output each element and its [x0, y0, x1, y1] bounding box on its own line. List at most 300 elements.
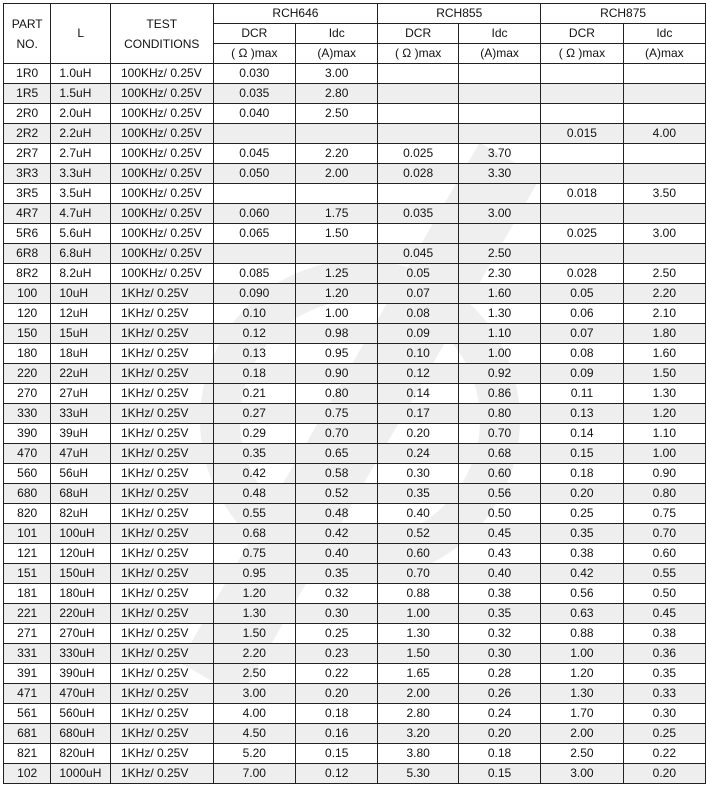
rch875-dcr-cell: 0.13 — [541, 404, 624, 424]
rch875-idc-cell: 0.90 — [623, 464, 705, 484]
dcr-unit: ( Ω )max — [541, 44, 624, 64]
part-no-label: PART NO. — [11, 16, 43, 51]
rch875-idc-cell: 0.70 — [623, 524, 705, 544]
rch855-dcr-cell: 0.14 — [378, 384, 459, 404]
test-condition-cell: 1KHz/ 0.25V — [110, 444, 213, 464]
rch875-idc-cell: 4.00 — [623, 124, 705, 144]
rch646-dcr-cell: 0.13 — [213, 344, 296, 364]
rch646-dcr-cell: 0.090 — [213, 284, 296, 304]
rch875-idc-cell: 0.80 — [623, 484, 705, 504]
rch875-dcr-cell: 0.028 — [541, 264, 624, 284]
rch855-dcr-cell: 0.52 — [378, 524, 459, 544]
rch875-dcr-cell — [541, 64, 624, 84]
part-no-cell: 2R2 — [4, 124, 51, 144]
rch875-dcr-cell: 0.42 — [541, 564, 624, 584]
rch875-idc-cell: 0.35 — [623, 664, 705, 684]
rch855-dcr-cell: 0.30 — [378, 464, 459, 484]
rch875-dcr-cell: 0.20 — [541, 484, 624, 504]
rch646-idc-cell: 0.95 — [296, 344, 378, 364]
inductance-cell: 47uH — [51, 444, 111, 464]
rch855-dcr-cell: 0.035 — [378, 204, 459, 224]
rch646-dcr-cell: 0.42 — [213, 464, 296, 484]
table-row — [4, 144, 706, 164]
rch875-idc-cell: 0.36 — [623, 644, 705, 664]
part-no-cell: 330 — [4, 404, 51, 424]
table-row — [4, 64, 706, 84]
rch875-dcr-cell: 2.00 — [541, 724, 624, 744]
rch875-idc-cell — [623, 104, 705, 124]
inductance-cell: 1.5uH — [51, 84, 111, 104]
test-condition-cell: 1KHz/ 0.25V — [110, 544, 213, 564]
part-no-cell: 331 — [4, 644, 51, 664]
inductance-header: L — [51, 4, 111, 64]
rch646-idc-cell: 0.16 — [296, 724, 378, 744]
test-condition-cell: 1KHz/ 0.25V — [110, 524, 213, 544]
inductance-cell: 18uH — [51, 344, 111, 364]
table-row — [4, 284, 706, 304]
rch855-idc-cell: 3.00 — [458, 204, 540, 224]
idc-header: Idc — [458, 24, 540, 44]
rch855-idc-cell: 1.60 — [458, 284, 540, 304]
rch855-dcr-cell: 0.12 — [378, 364, 459, 384]
test-condition-cell: 1KHz/ 0.25V — [110, 404, 213, 424]
part-no-cell: 681 — [4, 724, 51, 744]
inductance-cell: 27uH — [51, 384, 111, 404]
table-row — [4, 264, 706, 284]
rch855-dcr-cell: 3.20 — [378, 724, 459, 744]
rch646-dcr-cell: 0.085 — [213, 264, 296, 284]
rch875-dcr-cell: 0.18 — [541, 464, 624, 484]
rch646-idc-cell: 0.52 — [296, 484, 378, 504]
rch646-dcr-cell — [213, 244, 296, 264]
inductance-cell: 8.2uH — [51, 264, 111, 284]
rch875-dcr-cell: 0.38 — [541, 544, 624, 564]
part-no-header — [4, 4, 51, 64]
rch875-dcr-cell: 0.88 — [541, 624, 624, 644]
part-no-cell: 150 — [4, 324, 51, 344]
test-condition-cell: 1KHz/ 0.25V — [110, 284, 213, 304]
rch875-idc-cell — [623, 244, 705, 264]
rch855-dcr-cell: 3.80 — [378, 744, 459, 764]
rch646-idc-cell: 0.30 — [296, 604, 378, 624]
series-rch646-header: RCH646 — [213, 4, 378, 24]
table-row — [4, 664, 706, 684]
rch646-dcr-cell: 0.95 — [213, 564, 296, 584]
test-condition-cell: 1KHz/ 0.25V — [110, 684, 213, 704]
rch855-idc-cell: 0.70 — [458, 424, 540, 444]
rch646-idc-cell: 0.12 — [296, 764, 378, 784]
rch875-dcr-cell: 0.25 — [541, 504, 624, 524]
rch855-dcr-cell: 1.00 — [378, 604, 459, 624]
part-no-cell: 180 — [4, 344, 51, 364]
inductance-cell: 100uH — [51, 524, 111, 544]
table-row — [4, 464, 706, 484]
inductance-cell: 1000uH — [51, 764, 111, 784]
rch855-dcr-cell: 0.08 — [378, 304, 459, 324]
rch855-idc-cell: 1.30 — [458, 304, 540, 324]
test-condition-cell: 100KHz/ 0.25V — [110, 84, 213, 104]
rch855-dcr-cell: 0.60 — [378, 544, 459, 564]
inductance-cell: 180uH — [51, 584, 111, 604]
table-row — [4, 204, 706, 224]
part-no-cell: 4R7 — [4, 204, 51, 224]
rch855-dcr-cell — [378, 84, 459, 104]
table-row — [4, 104, 706, 124]
test-condition-cell: 1KHz/ 0.25V — [110, 664, 213, 684]
test-conditions-label: TEST CONDITIONS — [124, 16, 200, 51]
part-no-cell: 2R0 — [4, 104, 51, 124]
rch646-dcr-cell: 0.35 — [213, 444, 296, 464]
inductance-cell: 270uH — [51, 624, 111, 644]
test-condition-cell: 100KHz/ 0.25V — [110, 224, 213, 244]
rch855-idc-cell — [458, 64, 540, 84]
rch855-idc-cell: 0.24 — [458, 704, 540, 724]
rch875-idc-cell: 1.60 — [623, 344, 705, 364]
inductance-cell: 2.2uH — [51, 124, 111, 144]
rch855-dcr-cell: 2.00 — [378, 684, 459, 704]
test-conditions-header — [110, 4, 213, 64]
test-condition-cell: 1KHz/ 0.25V — [110, 464, 213, 484]
table-row — [4, 384, 706, 404]
table-row — [4, 324, 706, 344]
rch875-dcr-cell: 0.09 — [541, 364, 624, 384]
rch646-dcr-cell — [213, 184, 296, 204]
inductance-cell: 680uH — [51, 724, 111, 744]
table-row — [4, 484, 706, 504]
rch875-idc-cell: 1.30 — [623, 384, 705, 404]
rch646-dcr-cell: 0.12 — [213, 324, 296, 344]
rch875-dcr-cell — [541, 164, 624, 184]
rch875-dcr-cell: 0.08 — [541, 344, 624, 364]
inductance-cell: 820uH — [51, 744, 111, 764]
test-condition-cell: 1KHz/ 0.25V — [110, 344, 213, 364]
rch855-idc-cell: 0.40 — [458, 564, 540, 584]
rch646-idc-cell — [296, 244, 378, 264]
part-no-cell: 6R8 — [4, 244, 51, 264]
table-row — [4, 424, 706, 444]
part-no-cell: 121 — [4, 544, 51, 564]
part-no-cell: 181 — [4, 584, 51, 604]
test-condition-cell: 1KHz/ 0.25V — [110, 604, 213, 624]
test-condition-cell: 1KHz/ 0.25V — [110, 484, 213, 504]
table-row — [4, 704, 706, 724]
table-row — [4, 84, 706, 104]
part-no-cell: 271 — [4, 624, 51, 644]
rch855-dcr-cell: 1.50 — [378, 644, 459, 664]
rch646-idc-cell: 0.75 — [296, 404, 378, 424]
rch646-dcr-cell: 0.68 — [213, 524, 296, 544]
table-row — [4, 164, 706, 184]
rch855-dcr-cell — [378, 224, 459, 244]
rch875-idc-cell: 1.50 — [623, 364, 705, 384]
rch855-idc-cell: 2.30 — [458, 264, 540, 284]
inductance-cell: 4.7uH — [51, 204, 111, 224]
table-row — [4, 404, 706, 424]
test-condition-cell: 1KHz/ 0.25V — [110, 584, 213, 604]
rch875-dcr-cell: 0.05 — [541, 284, 624, 304]
rch855-idc-cell — [458, 184, 540, 204]
part-no-cell: 151 — [4, 564, 51, 584]
rch855-dcr-cell: 0.88 — [378, 584, 459, 604]
rch855-idc-cell: 1.00 — [458, 344, 540, 364]
inductance-cell: 6.8uH — [51, 244, 111, 264]
part-no-cell: 221 — [4, 604, 51, 624]
table-row — [4, 604, 706, 624]
rch875-dcr-cell — [541, 84, 624, 104]
test-condition-cell: 1KHz/ 0.25V — [110, 384, 213, 404]
rch875-idc-cell: 1.10 — [623, 424, 705, 444]
rch875-dcr-cell: 3.00 — [541, 764, 624, 784]
table-row — [4, 584, 706, 604]
inductance-cell: 56uH — [51, 464, 111, 484]
rch646-idc-cell: 0.48 — [296, 504, 378, 524]
table-row — [4, 544, 706, 564]
rch875-idc-cell: 0.75 — [623, 504, 705, 524]
rch875-dcr-cell: 0.07 — [541, 324, 624, 344]
rch855-dcr-cell: 0.05 — [378, 264, 459, 284]
rch875-idc-cell — [623, 164, 705, 184]
test-condition-cell: 100KHz/ 0.25V — [110, 64, 213, 84]
inductance-cell: 5.6uH — [51, 224, 111, 244]
rch646-idc-cell: 0.15 — [296, 744, 378, 764]
rch855-idc-cell: 0.68 — [458, 444, 540, 464]
test-condition-cell: 100KHz/ 0.25V — [110, 204, 213, 224]
table-row — [4, 724, 706, 744]
rch855-idc-cell — [458, 104, 540, 124]
rch875-idc-cell: 2.20 — [623, 284, 705, 304]
rch855-idc-cell: 0.86 — [458, 384, 540, 404]
rch875-idc-cell: 0.50 — [623, 584, 705, 604]
inductance-cell: 2.7uH — [51, 144, 111, 164]
rch875-idc-cell: 3.50 — [623, 184, 705, 204]
rch646-dcr-cell: 0.035 — [213, 84, 296, 104]
test-condition-cell: 1KHz/ 0.25V — [110, 504, 213, 524]
rch875-dcr-cell: 0.11 — [541, 384, 624, 404]
rch855-dcr-cell — [378, 64, 459, 84]
rch646-idc-cell: 0.22 — [296, 664, 378, 684]
inductance-cell: 3.5uH — [51, 184, 111, 204]
rch646-idc-cell: 0.40 — [296, 544, 378, 564]
part-no-cell: 560 — [4, 464, 51, 484]
part-no-cell: 470 — [4, 444, 51, 464]
inductance-cell: 150uH — [51, 564, 111, 584]
inductance-cell: 120uH — [51, 544, 111, 564]
test-condition-cell: 1KHz/ 0.25V — [110, 744, 213, 764]
rch646-dcr-cell: 2.20 — [213, 644, 296, 664]
rch646-dcr-cell: 3.00 — [213, 684, 296, 704]
rch646-idc-cell: 2.50 — [296, 104, 378, 124]
part-no-cell: 3R5 — [4, 184, 51, 204]
rch875-dcr-cell: 2.50 — [541, 744, 624, 764]
rch875-dcr-cell: 0.63 — [541, 604, 624, 624]
inductance-cell: 3.3uH — [51, 164, 111, 184]
rch646-idc-cell: 0.58 — [296, 464, 378, 484]
part-no-cell: 100 — [4, 284, 51, 304]
table-row — [4, 344, 706, 364]
rch875-idc-cell — [623, 204, 705, 224]
rch855-idc-cell: 3.70 — [458, 144, 540, 164]
rch646-dcr-cell: 0.045 — [213, 144, 296, 164]
rch855-idc-cell — [458, 224, 540, 244]
rch646-dcr-cell: 0.75 — [213, 544, 296, 564]
rch646-dcr-cell: 1.30 — [213, 604, 296, 624]
inductance-cell: 2.0uH — [51, 104, 111, 124]
rch646-idc-cell: 0.18 — [296, 704, 378, 724]
rch855-idc-cell: 0.30 — [458, 644, 540, 664]
rch646-idc-cell: 2.80 — [296, 84, 378, 104]
series-rch875-header: RCH875 — [541, 4, 706, 24]
part-no-cell: 120 — [4, 304, 51, 324]
rch855-dcr-cell — [378, 104, 459, 124]
rch855-idc-cell: 0.26 — [458, 684, 540, 704]
rch875-dcr-cell: 1.00 — [541, 644, 624, 664]
rch646-idc-cell: 0.35 — [296, 564, 378, 584]
rch875-idc-cell: 2.10 — [623, 304, 705, 324]
rch855-dcr-cell: 0.045 — [378, 244, 459, 264]
rch855-dcr-cell: 1.65 — [378, 664, 459, 684]
rch646-idc-cell: 1.25 — [296, 264, 378, 284]
rch855-dcr-cell: 0.20 — [378, 424, 459, 444]
rch646-dcr-cell: 4.50 — [213, 724, 296, 744]
part-no-cell: 820 — [4, 504, 51, 524]
test-condition-cell: 1KHz/ 0.25V — [110, 724, 213, 744]
rch646-dcr-cell: 0.48 — [213, 484, 296, 504]
inductance-cell: 33uH — [51, 404, 111, 424]
test-condition-cell: 1KHz/ 0.25V — [110, 364, 213, 384]
rch875-idc-cell: 1.20 — [623, 404, 705, 424]
test-condition-cell: 100KHz/ 0.25V — [110, 124, 213, 144]
rch855-idc-cell: 2.50 — [458, 244, 540, 264]
dcr-header: DCR — [213, 24, 296, 44]
rch646-idc-cell: 0.65 — [296, 444, 378, 464]
part-no-cell: 821 — [4, 744, 51, 764]
idc-unit: (A)max — [458, 44, 540, 64]
rch875-idc-cell: 1.80 — [623, 324, 705, 344]
test-condition-cell: 100KHz/ 0.25V — [110, 264, 213, 284]
rch875-idc-cell: 0.38 — [623, 624, 705, 644]
rch855-idc-cell: 3.30 — [458, 164, 540, 184]
rch875-dcr-cell: 0.015 — [541, 124, 624, 144]
rch646-dcr-cell: 0.050 — [213, 164, 296, 184]
rch646-idc-cell: 2.00 — [296, 164, 378, 184]
test-condition-cell: 1KHz/ 0.25V — [110, 764, 213, 784]
table-row — [4, 524, 706, 544]
rch855-idc-cell — [458, 124, 540, 144]
rch875-dcr-cell — [541, 144, 624, 164]
rch855-dcr-cell: 0.70 — [378, 564, 459, 584]
rch855-dcr-cell: 0.025 — [378, 144, 459, 164]
rch875-idc-cell: 0.60 — [623, 544, 705, 564]
rch855-idc-cell: 0.80 — [458, 404, 540, 424]
rch875-idc-cell: 0.55 — [623, 564, 705, 584]
rch875-idc-cell: 0.45 — [623, 604, 705, 624]
table-row — [4, 644, 706, 664]
dcr-header: DCR — [378, 24, 459, 44]
rch646-idc-cell: 0.90 — [296, 364, 378, 384]
rch855-idc-cell: 0.50 — [458, 504, 540, 524]
rch646-dcr-cell: 2.50 — [213, 664, 296, 684]
idc-unit: (A)max — [623, 44, 705, 64]
part-no-cell: 102 — [4, 764, 51, 784]
rch875-idc-cell: 0.22 — [623, 744, 705, 764]
rch646-dcr-cell: 0.21 — [213, 384, 296, 404]
inductance-cell: 1.0uH — [51, 64, 111, 84]
rch855-dcr-cell — [378, 184, 459, 204]
inductance-cell: 470uH — [51, 684, 111, 704]
table-row — [4, 244, 706, 264]
test-condition-cell: 1KHz/ 0.25V — [110, 704, 213, 724]
part-no-cell: 270 — [4, 384, 51, 404]
idc-header: Idc — [623, 24, 705, 44]
rch855-dcr-cell: 0.17 — [378, 404, 459, 424]
rch646-dcr-cell: 0.030 — [213, 64, 296, 84]
inductance-cell: 220uH — [51, 604, 111, 624]
dcr-header: DCR — [541, 24, 624, 44]
test-condition-cell: 1KHz/ 0.25V — [110, 564, 213, 584]
rch646-idc-cell: 2.20 — [296, 144, 378, 164]
part-no-cell: 390 — [4, 424, 51, 444]
table-body — [4, 64, 706, 784]
rch875-idc-cell — [623, 84, 705, 104]
dcr-unit: ( Ω )max — [213, 44, 296, 64]
rch646-idc-cell: 3.00 — [296, 64, 378, 84]
rch646-dcr-cell: 7.00 — [213, 764, 296, 784]
rch646-dcr-cell: 5.20 — [213, 744, 296, 764]
rch646-idc-cell: 1.00 — [296, 304, 378, 324]
rch855-dcr-cell: 5.30 — [378, 764, 459, 784]
rch646-dcr-cell: 0.10 — [213, 304, 296, 324]
table-row — [4, 764, 706, 784]
table-row — [4, 564, 706, 584]
rch875-idc-cell: 0.25 — [623, 724, 705, 744]
part-no-cell: 1R5 — [4, 84, 51, 104]
inductance-cell: 68uH — [51, 484, 111, 504]
rch855-dcr-cell: 0.40 — [378, 504, 459, 524]
inductance-cell: 560uH — [51, 704, 111, 724]
rch855-dcr-cell: 2.80 — [378, 704, 459, 724]
rch646-idc-cell: 0.20 — [296, 684, 378, 704]
rch875-dcr-cell: 0.025 — [541, 224, 624, 244]
part-no-cell: 101 — [4, 524, 51, 544]
rch855-idc-cell: 0.56 — [458, 484, 540, 504]
rch855-idc-cell — [458, 84, 540, 104]
inductance-cell: 390uH — [51, 664, 111, 684]
part-no-cell: 391 — [4, 664, 51, 684]
rch855-idc-cell: 0.92 — [458, 364, 540, 384]
rch646-dcr-cell: 0.060 — [213, 204, 296, 224]
table-row — [4, 504, 706, 524]
table-row — [4, 124, 706, 144]
inductance-cell: 10uH — [51, 284, 111, 304]
rch875-idc-cell: 3.00 — [623, 224, 705, 244]
test-condition-cell: 100KHz/ 0.25V — [110, 104, 213, 124]
rch646-idc-cell — [296, 184, 378, 204]
rch646-dcr-cell: 0.55 — [213, 504, 296, 524]
part-no-cell: 561 — [4, 704, 51, 724]
rch646-idc-cell: 1.50 — [296, 224, 378, 244]
rch855-idc-cell: 0.15 — [458, 764, 540, 784]
rch646-dcr-cell: 1.20 — [213, 584, 296, 604]
rch855-idc-cell: 0.60 — [458, 464, 540, 484]
rch855-idc-cell: 0.35 — [458, 604, 540, 624]
rch646-idc-cell: 0.25 — [296, 624, 378, 644]
table-row — [4, 744, 706, 764]
rch875-idc-cell: 2.50 — [623, 264, 705, 284]
rch875-dcr-cell: 1.70 — [541, 704, 624, 724]
inductance-cell: 15uH — [51, 324, 111, 344]
rch646-idc-cell: 0.32 — [296, 584, 378, 604]
rch855-idc-cell: 1.10 — [458, 324, 540, 344]
